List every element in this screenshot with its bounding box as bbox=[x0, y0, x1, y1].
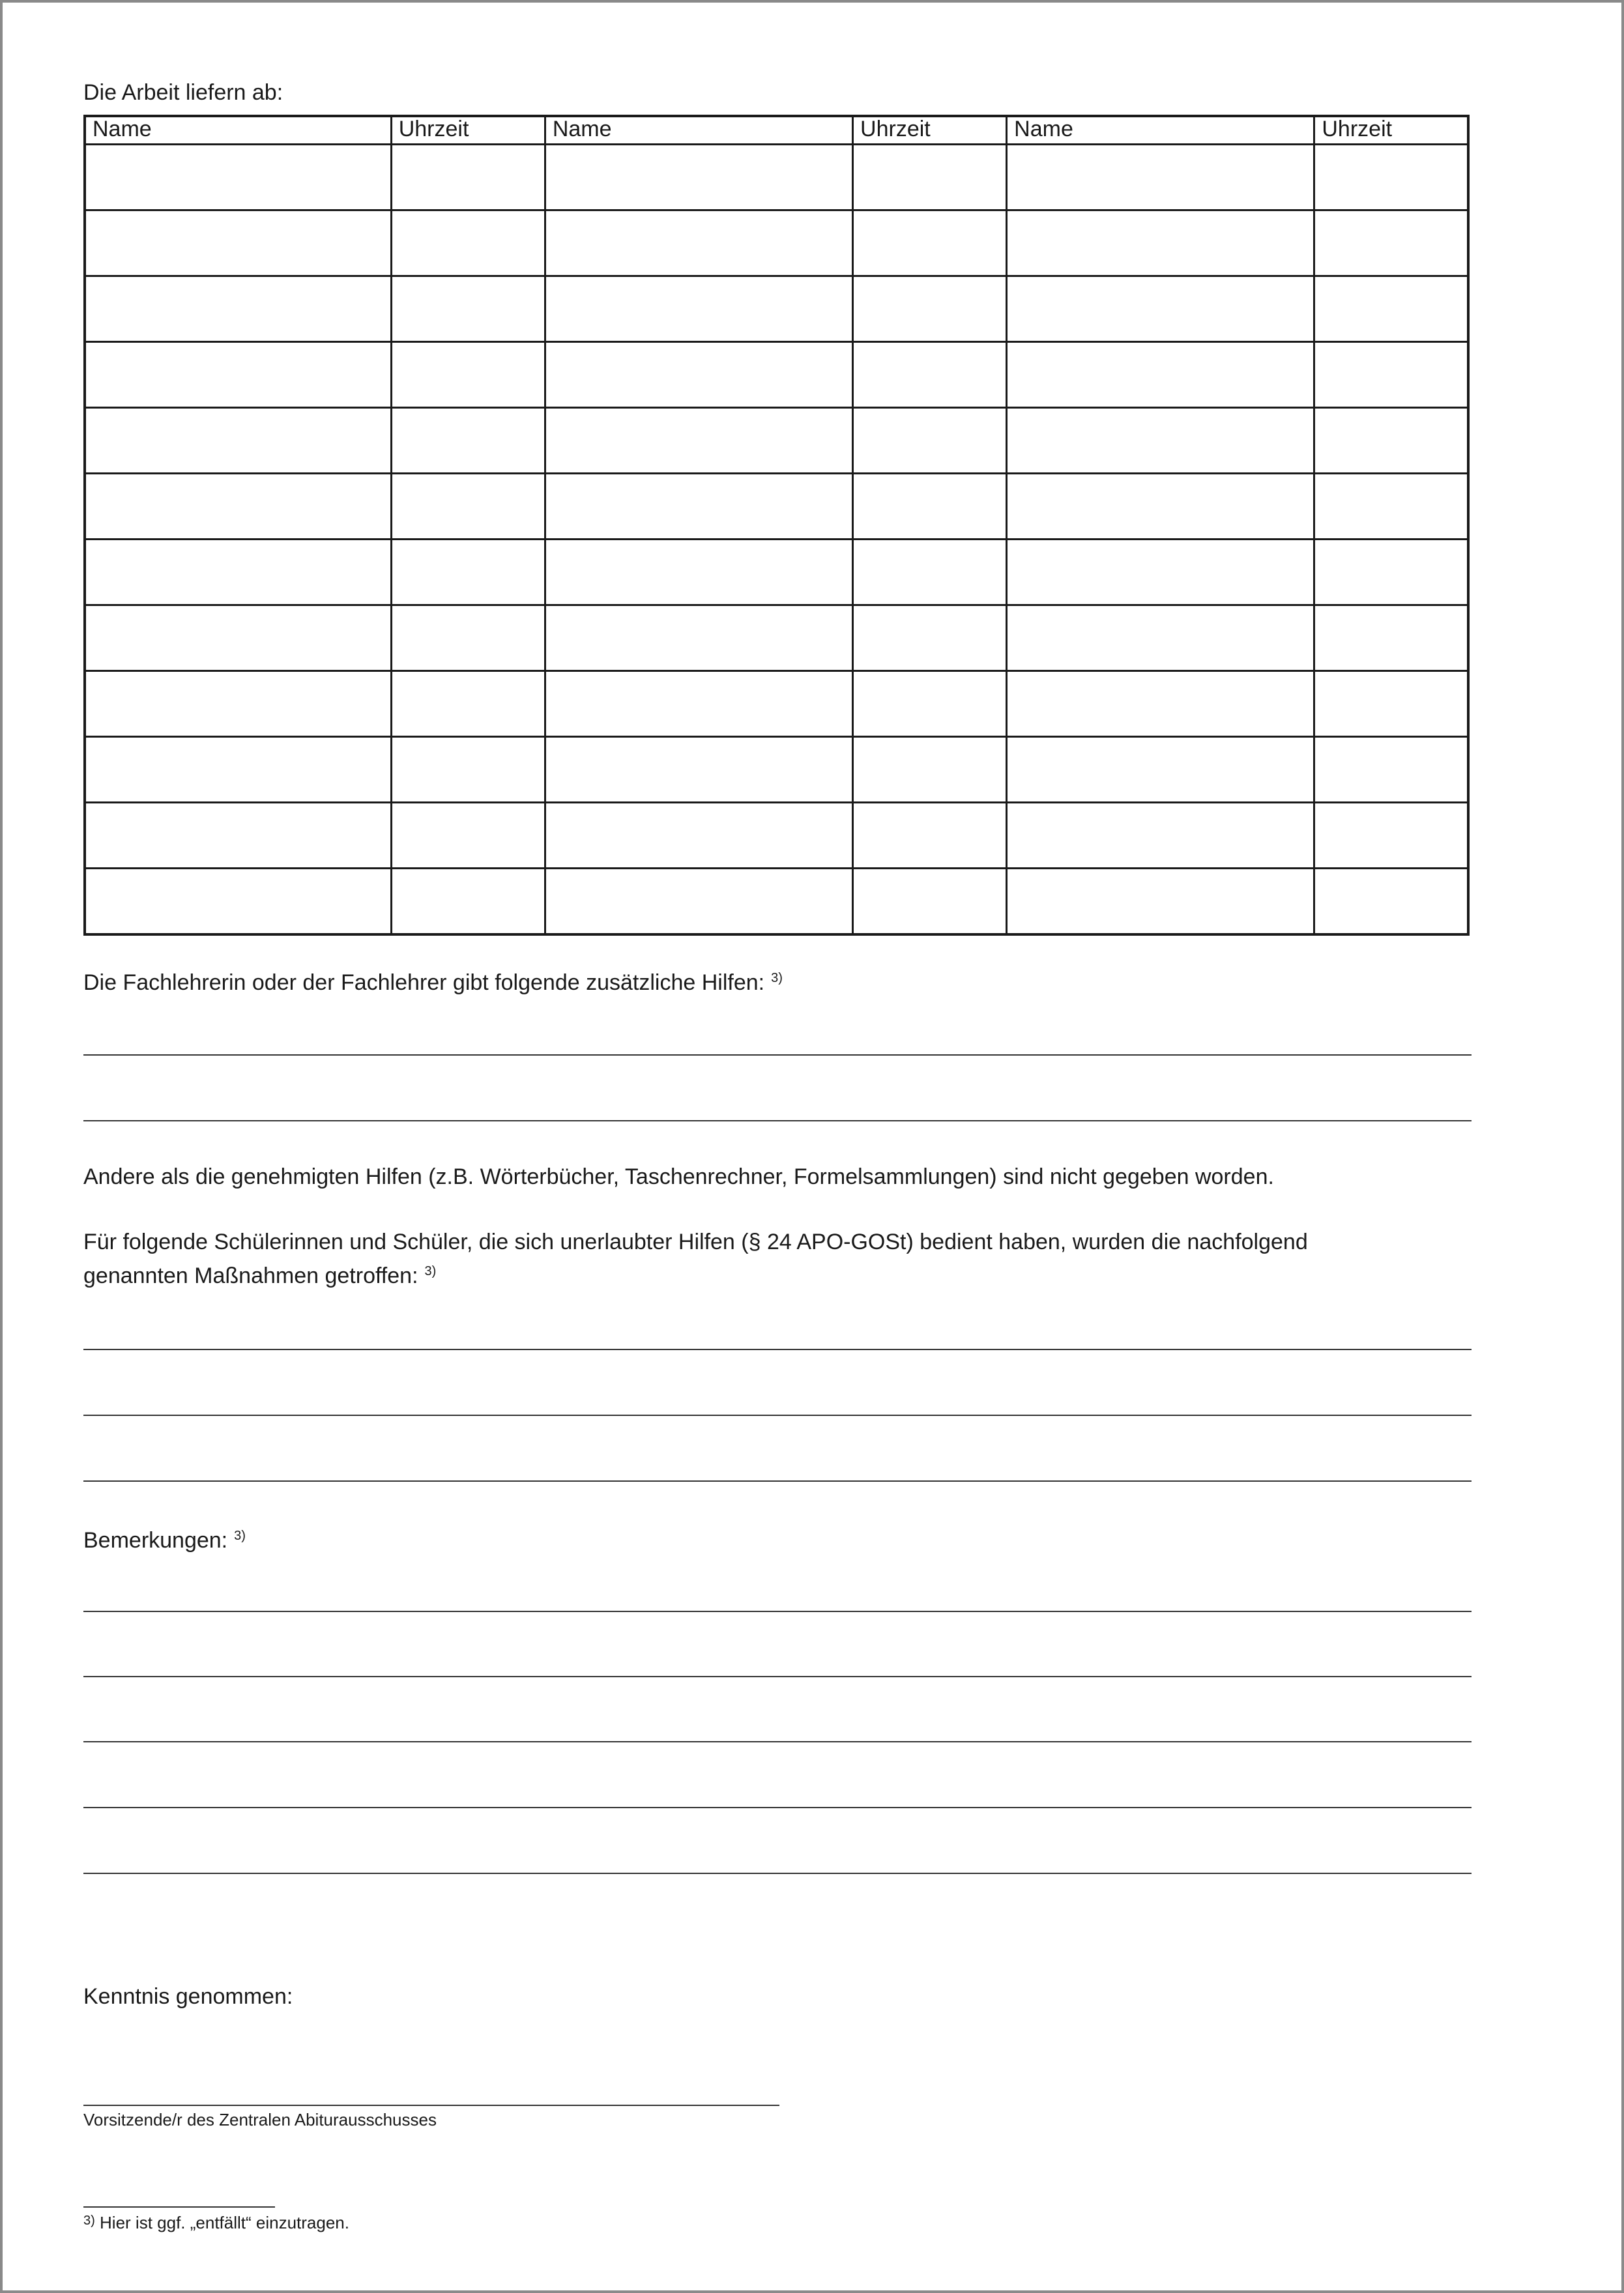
name-cell[interactable] bbox=[1007, 869, 1314, 935]
footnote-text: Hier ist ggf. „entfällt“ einzutragen. bbox=[100, 2213, 349, 2232]
delivery-table bbox=[83, 115, 1470, 936]
name-cell[interactable] bbox=[85, 869, 391, 935]
name-cell[interactable] bbox=[545, 671, 852, 737]
name-cell[interactable] bbox=[85, 342, 391, 408]
name-cell[interactable] bbox=[85, 671, 391, 737]
name-cell[interactable] bbox=[545, 737, 852, 803]
name-cell[interactable] bbox=[85, 540, 391, 605]
name-cell[interactable] bbox=[1007, 803, 1314, 869]
time-cell[interactable] bbox=[1314, 408, 1468, 474]
table-row bbox=[85, 342, 1468, 408]
time-cell[interactable] bbox=[391, 605, 545, 671]
table-row bbox=[85, 474, 1468, 540]
footnote-separator bbox=[83, 2206, 275, 2208]
unauthorized-help-text-line2: genannten Maßnahmen getroffen: bbox=[83, 1263, 418, 1288]
name-cell[interactable] bbox=[545, 276, 852, 342]
time-cell[interactable] bbox=[853, 737, 1007, 803]
name-cell[interactable] bbox=[85, 408, 391, 474]
name-cell[interactable] bbox=[545, 342, 852, 408]
name-cell[interactable] bbox=[85, 803, 391, 869]
time-cell[interactable] bbox=[1314, 869, 1468, 935]
extra-help-line[interactable] bbox=[83, 1120, 1472, 1121]
time-cell[interactable] bbox=[391, 474, 545, 540]
time-cell[interactable] bbox=[853, 342, 1007, 408]
extra-help-label bbox=[83, 970, 783, 999]
footnote bbox=[83, 2213, 349, 2234]
time-cell[interactable] bbox=[1314, 803, 1468, 869]
name-cell[interactable] bbox=[1007, 276, 1314, 342]
header-time-3: Uhrzeit bbox=[1314, 116, 1468, 145]
time-cell[interactable] bbox=[853, 605, 1007, 671]
table-row bbox=[85, 210, 1468, 276]
name-cell[interactable] bbox=[85, 737, 391, 803]
name-cell[interactable] bbox=[85, 276, 391, 342]
time-cell[interactable] bbox=[391, 803, 545, 869]
time-cell[interactable] bbox=[853, 210, 1007, 276]
remarks-line[interactable] bbox=[83, 1873, 1472, 1874]
header-time-1: Uhrzeit bbox=[391, 116, 545, 145]
name-cell[interactable] bbox=[545, 803, 852, 869]
name-cell[interactable] bbox=[545, 869, 852, 935]
name-cell[interactable] bbox=[1007, 605, 1314, 671]
header-time-2: Uhrzeit bbox=[853, 116, 1007, 145]
footnote-ref: 3) bbox=[234, 1529, 246, 1543]
name-cell[interactable] bbox=[1007, 540, 1314, 605]
time-cell[interactable] bbox=[391, 869, 545, 935]
footnote-ref: 3) bbox=[771, 971, 783, 985]
measures-line[interactable] bbox=[83, 1480, 1472, 1482]
time-cell[interactable] bbox=[1314, 605, 1468, 671]
time-cell[interactable] bbox=[391, 210, 545, 276]
time-cell[interactable] bbox=[1314, 540, 1468, 605]
time-cell[interactable] bbox=[853, 803, 1007, 869]
time-cell[interactable] bbox=[1314, 737, 1468, 803]
extra-help-text: Die Fachlehrerin oder der Fachlehrer gibt folgende zusätzliche Hilfen: bbox=[83, 970, 765, 995]
name-cell[interactable] bbox=[1007, 210, 1314, 276]
remarks-label bbox=[83, 1527, 246, 1557]
time-cell[interactable] bbox=[1314, 342, 1468, 408]
name-cell[interactable] bbox=[85, 605, 391, 671]
time-cell[interactable] bbox=[391, 408, 545, 474]
footnote-ref: 3) bbox=[424, 1264, 437, 1278]
name-cell[interactable] bbox=[1007, 145, 1314, 210]
time-cell[interactable] bbox=[391, 671, 545, 737]
footnote-marker: 3) bbox=[83, 2214, 95, 2228]
table-row bbox=[85, 671, 1468, 737]
remarks-line[interactable] bbox=[83, 1741, 1472, 1742]
name-cell[interactable] bbox=[1007, 342, 1314, 408]
table-header-row bbox=[85, 116, 1468, 145]
name-cell[interactable] bbox=[545, 408, 852, 474]
time-cell[interactable] bbox=[391, 737, 545, 803]
time-cell[interactable] bbox=[853, 408, 1007, 474]
name-cell[interactable] bbox=[85, 474, 391, 540]
unauthorized-help-text-line1: Für folgende Schülerinnen und Schüler, die sich unerlaubter Hilfen (§ 24 APO-GOSt) bedient haben, wurden die nachfolgend bbox=[83, 1230, 1308, 1254]
name-cell[interactable] bbox=[545, 145, 852, 210]
table-row bbox=[85, 605, 1468, 671]
time-cell[interactable] bbox=[391, 145, 545, 210]
time-cell[interactable] bbox=[391, 276, 545, 342]
time-cell[interactable] bbox=[853, 869, 1007, 935]
name-cell[interactable] bbox=[1007, 671, 1314, 737]
measures-line[interactable] bbox=[83, 1415, 1472, 1416]
name-cell[interactable] bbox=[545, 540, 852, 605]
time-cell[interactable] bbox=[1314, 671, 1468, 737]
table-row bbox=[85, 276, 1468, 342]
delivery-heading: Die Arbeit liefern ab: bbox=[83, 80, 283, 105]
time-cell[interactable] bbox=[1314, 276, 1468, 342]
measures-line[interactable] bbox=[83, 1349, 1472, 1350]
header-name-2: Name bbox=[545, 116, 852, 145]
remarks-line[interactable] bbox=[83, 1676, 1472, 1677]
header-name-1: Name bbox=[85, 116, 391, 145]
remarks-line[interactable] bbox=[83, 1807, 1472, 1808]
acknowledged-label: Kenntnis genommen: bbox=[83, 1984, 293, 2009]
name-cell[interactable] bbox=[1007, 474, 1314, 540]
time-cell[interactable] bbox=[853, 671, 1007, 737]
table-row bbox=[85, 869, 1468, 935]
name-cell[interactable] bbox=[1007, 408, 1314, 474]
table-row bbox=[85, 408, 1468, 474]
time-cell[interactable] bbox=[853, 276, 1007, 342]
header-name-3: Name bbox=[1007, 116, 1314, 145]
time-cell[interactable] bbox=[1314, 474, 1468, 540]
signature-line[interactable] bbox=[83, 2105, 779, 2106]
remarks-line[interactable] bbox=[83, 1611, 1472, 1612]
extra-help-line[interactable] bbox=[83, 1054, 1472, 1056]
name-cell[interactable] bbox=[1007, 737, 1314, 803]
remarks-text: Bemerkungen: bbox=[83, 1528, 228, 1553]
time-cell[interactable] bbox=[1314, 210, 1468, 276]
time-cell[interactable] bbox=[391, 540, 545, 605]
time-cell[interactable] bbox=[853, 474, 1007, 540]
name-cell[interactable] bbox=[545, 474, 852, 540]
name-cell[interactable] bbox=[545, 210, 852, 276]
table-row bbox=[85, 737, 1468, 803]
no-other-help-statement: Andere als die genehmigten Hilfen (z.B. Wörterbücher, Taschenrechner, Formelsammlungen) sind nicht gegeben worden. bbox=[83, 1164, 1274, 1189]
name-cell[interactable] bbox=[545, 605, 852, 671]
time-cell[interactable] bbox=[853, 540, 1007, 605]
signature-caption: Vorsitzende/r des Zentralen Abiturausschusses bbox=[83, 2110, 437, 2129]
time-cell[interactable] bbox=[1314, 145, 1468, 210]
table-row bbox=[85, 145, 1468, 210]
table-row bbox=[85, 803, 1468, 869]
name-cell[interactable] bbox=[85, 145, 391, 210]
table-row bbox=[85, 540, 1468, 605]
name-cell[interactable] bbox=[85, 210, 391, 276]
unauthorized-help-label bbox=[83, 1263, 436, 1292]
time-cell[interactable] bbox=[391, 342, 545, 408]
time-cell[interactable] bbox=[853, 145, 1007, 210]
